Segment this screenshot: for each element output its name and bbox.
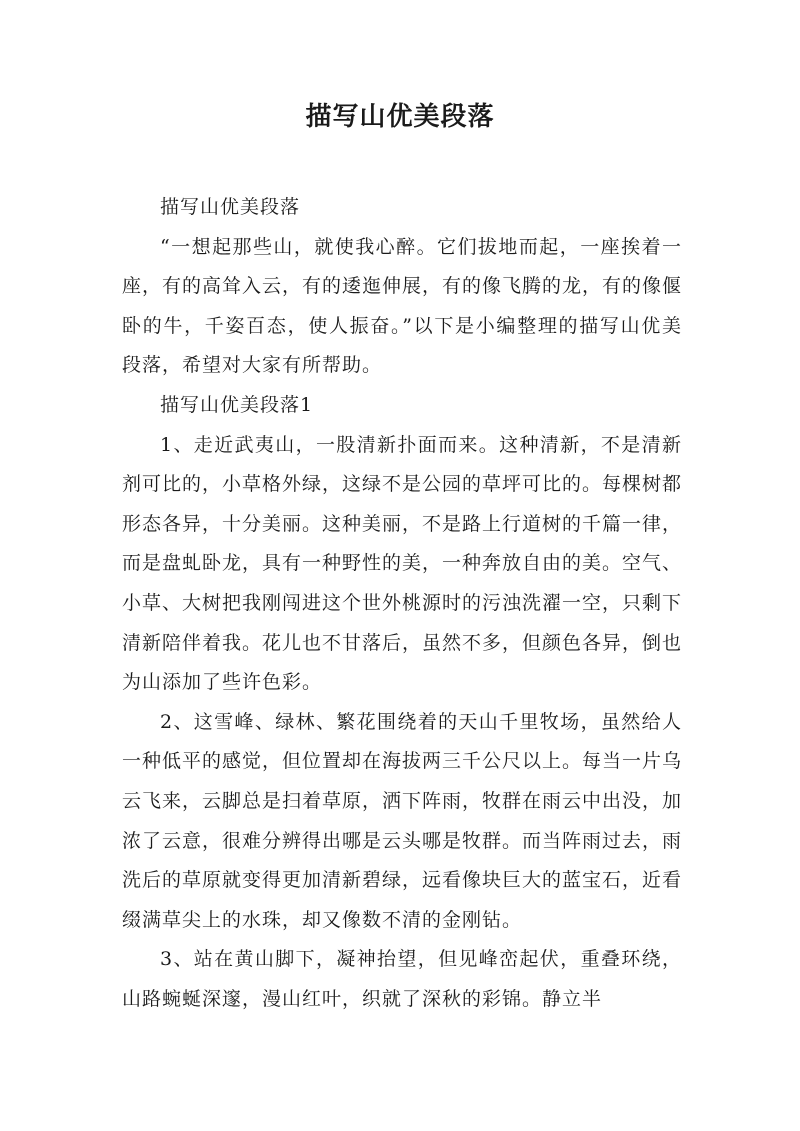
paragraph-heading: 描写山优美段落 bbox=[160, 196, 301, 218]
document-body bbox=[122, 188, 682, 1019]
paragraph-item-3: 3、站在黄山脚下，凝神抬望，但见峰峦起伏，重叠环绕，山路蜿蜒深邃，漫山红叶，织就了深秋的彩锦。静立半 bbox=[122, 948, 682, 1010]
document-title: 描写山优美段落 bbox=[305, 102, 495, 132]
paragraph-intro: “一想起那些山，就使我心醉。它们拔地而起，一座挨着一座，有的高耸入云，有的逶迤伸展，有的像飞腾的龙，有的像偃卧的牛，千姿百态，使人振奋。”以下是小编整理的描写山优美段落，希望对大家有所帮助。 bbox=[122, 235, 683, 377]
paragraph-item-2: 2、这雪峰、绿林、繁花围绕着的天山千里牧场，虽然给人一种低平的感觉，但位置却在海拔两三千公尺以上。每当一片乌云飞来，云脚总是扫着草原，洒下阵雨，牧群在雨云中出没，加浓了云意，很难分辨得出哪是云头哪是牧群。而当阵雨过去，雨洗后的草原就变得更加清新碧绿，远看像块巨大的蓝宝石，近看缀满草尖上的水珠，却又像数不清的金刚钻。 bbox=[122, 710, 683, 931]
paragraph-section-heading: 描写山优美段落1 bbox=[160, 393, 314, 416]
paragraph-item-1: 1、走近武夷山，一股清新扑面而来。这种清新，不是清新剂可比的，小草格外绿，这绿不是公园的草坪可比的。每棵树都形态各异，十分美丽。这种美丽，不是路上行道树的千篇一律，而是盘虬卧龙，具有一种野性的美，一种奔放自由的美。空气、小草、大树把我刚闯进这个世外桃源时的污浊洗濯一空，只剩下清新陪伴着我。花儿也不甘落后，虽然不多，但颜色各异，倒也为山添加了些许色彩。 bbox=[122, 433, 683, 694]
